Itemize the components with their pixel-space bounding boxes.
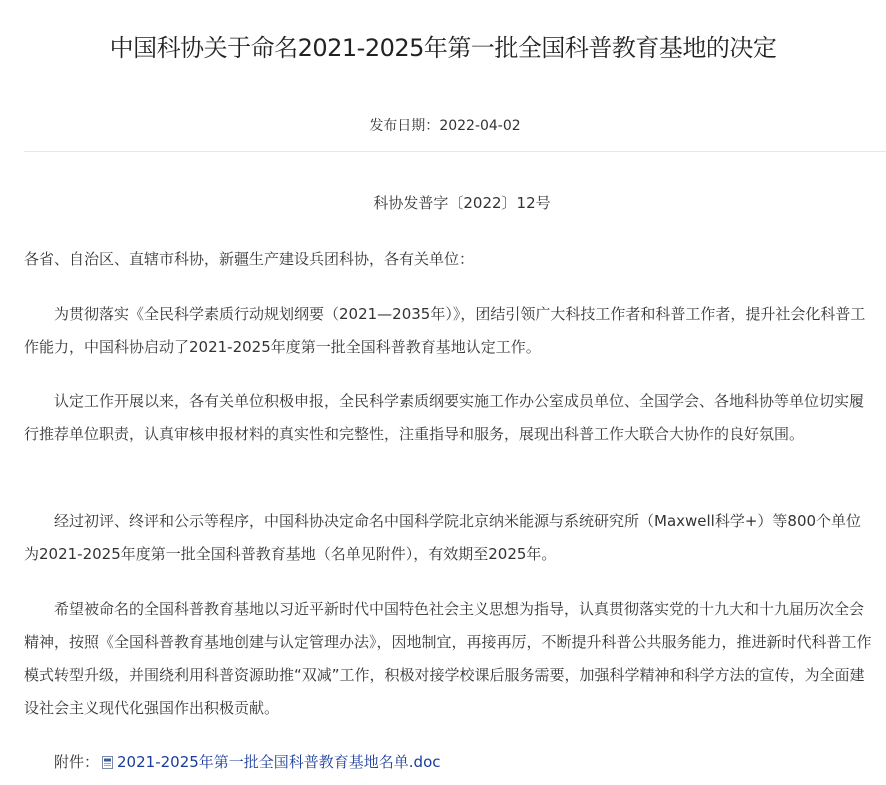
- header-divider: [24, 151, 886, 152]
- publish-date: [0, 114, 886, 138]
- publish-date-label: 发布日期：: [369, 118, 440, 134]
- attachment-link-text: 2021-2025年第一批全国科普教育基地名单.doc: [117, 753, 441, 771]
- attachment-row: [24, 746, 874, 779]
- page-title: 中国科协关于命名2021-2025年第一批全国科普教育基地的决定: [109, 34, 777, 62]
- publish-date-value: 2022-04-02: [439, 118, 521, 134]
- paragraph-2: 认定工作开展以来，各有关单位积极申报，全民科学素质纲要实施工作办公室成员单位、全国学会、各地科协等单位切实履行推荐单位职责，认真审核申报材料的真实性和完整性，注重指导和服务，展现出科普工作大联合大协作的良好氛围。: [24, 392, 865, 443]
- document-number: 科协发普字〔2022〕12号: [373, 194, 551, 212]
- salutation: 各省、自治区、直辖市科协，新疆生产建设兵团科协，各有关单位：: [24, 250, 475, 268]
- paragraph-4: 希望被命名的全国科普教育基地以习近平新时代中国特色社会主义思想为指导，认真贯彻落实党的十九大和十九届历次全会精神，按照《全国科普教育基地创建与认定管理办法》，因地制宜，再接再厉，不断提升科普公共服务能力，推进新时代科普工作模式转型升级，并围绕利用科普资源助推“双减”工作，积极对接学校课后服务需要，加强科学精神和科学方法的宣传，为全面建设社会主义现代化强国作出积极贡献。: [24, 600, 872, 717]
- attachment-link[interactable]: [99, 753, 440, 771]
- doc-file-icon: [102, 756, 113, 769]
- paragraph-1: 为贯彻落实《全民科学素质行动规划纲要（2021—2035年）》，团结引领广大科技工作者和科普工作者，提升社会化科普工作能力，中国科协启动了2021-2025年度第一批全国科普教育基地认定工作。: [24, 305, 866, 356]
- attachment-label: 附件：: [54, 753, 100, 771]
- paragraph-3: 经过初评、终评和公示等程序，中国科协决定命名中国科学院北京纳米能源与系统研究所（Maxwell科学+）等800个单位为2021-2025年度第一批全国科普教育基地（名单见附件），有效期至2025年。: [24, 512, 862, 563]
